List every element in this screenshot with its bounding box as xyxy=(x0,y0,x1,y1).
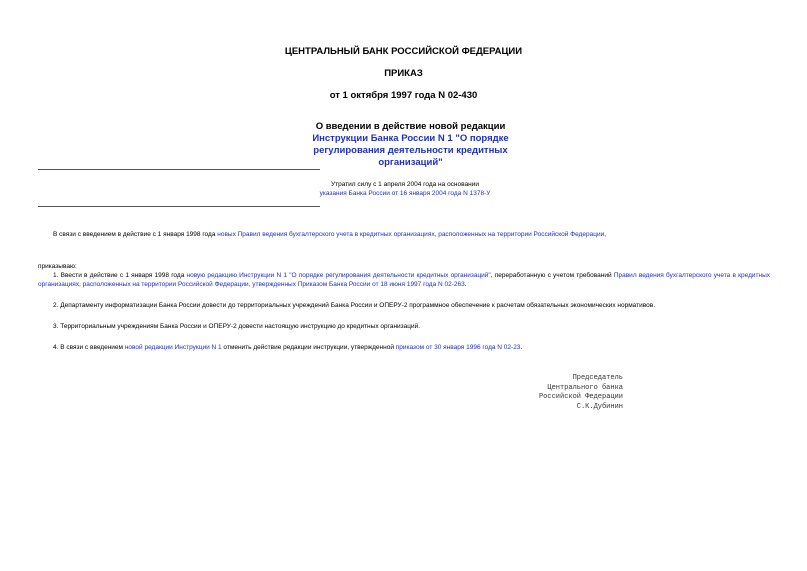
signature-block xyxy=(480,374,623,412)
item-4-link-order[interactable]: приказом от 30 января 1996 года N 02-23 xyxy=(395,344,521,351)
signature-org-line-2: Российской Федерации xyxy=(538,393,623,401)
item-4-text-b: отменить действие редакции инструкции, утвержденной xyxy=(221,344,396,351)
item-3: 3. Территориальным учреждениям Банка России и ОПЕРУ-2 довести настоящую инструкцию до кредитных организаций. xyxy=(53,323,421,330)
preamble-link-rules[interactable]: новых Правил ведения бухгалтерского учета в кредитных организациях, расположенных на территории Российской Федерации xyxy=(217,231,605,238)
item-4-text-c: . xyxy=(520,344,523,351)
title-link-instruction[interactable]: Инструкции xyxy=(312,133,369,144)
item-2: 2. Департаменту информатизации Банка России довести до территориальных учреждений Банка России и ОПЕРУ-2 программное обеспечение к расчетам обязательных экономических нормативов. xyxy=(53,302,656,309)
item-4-text-a: 4. В связи с введением xyxy=(53,344,125,351)
document-type: ПРИКАЗ xyxy=(384,68,423,79)
item-4-link-instruction[interactable]: новой редакции Инструкции N 1 xyxy=(124,344,222,351)
preamble-text: В связи с введением в действие с 1 января 1998 года xyxy=(53,231,218,238)
preamble xyxy=(38,230,773,239)
item-1-text-a: 1. Ввести в действие с 1 января 1998 года xyxy=(53,272,187,279)
document-title xyxy=(293,121,528,169)
status-link[interactable]: указания Банка России от 16 января 2004 года N 1378-У xyxy=(319,190,491,197)
order-word: приказываю: xyxy=(38,263,77,270)
document-date-number: от 1 октября 1997 года N 02-430 xyxy=(329,90,478,101)
divider-top xyxy=(38,169,320,170)
item-1-link-instruction[interactable]: новую редакцию Инструкции N 1 "О порядке регулирования деятельности кредитных организаций" xyxy=(186,272,491,279)
signature-position: Председатель xyxy=(572,374,623,382)
item-1-link-rules[interactable]: Правил ведения бухгалтерского учета в кредитных организациях, расположенных на территории Российской Федерации, утвержденных Приказом Банка России от 18 июня 1997 года N 02-263 xyxy=(38,272,770,288)
signature-org-line-1: Центрального банка xyxy=(547,383,623,392)
preamble-end: , xyxy=(604,231,607,238)
item-4 xyxy=(53,343,773,352)
title-link-instruction-name[interactable]: Банка России N 1 "О порядке регулирования деятельности кредитных организаций" xyxy=(313,133,509,168)
title-prefix: О введении в действие новой редакции xyxy=(315,121,506,132)
signature-name: С.К.Дубинин xyxy=(576,402,623,411)
item-1-text-b: , переработанную с учетом требований xyxy=(490,272,614,279)
divider-bottom xyxy=(38,206,320,207)
item-1 xyxy=(38,271,770,289)
bank-name: ЦЕНТРАЛЬНЫЙ БАНК РОССИЙСКОЙ ФЕДЕРАЦИИ xyxy=(284,46,523,57)
item-1-text-c: . xyxy=(464,281,467,288)
status-line: Утратил силу с 1 апреля 2004 года на основании xyxy=(331,181,479,188)
status-note xyxy=(270,180,540,198)
